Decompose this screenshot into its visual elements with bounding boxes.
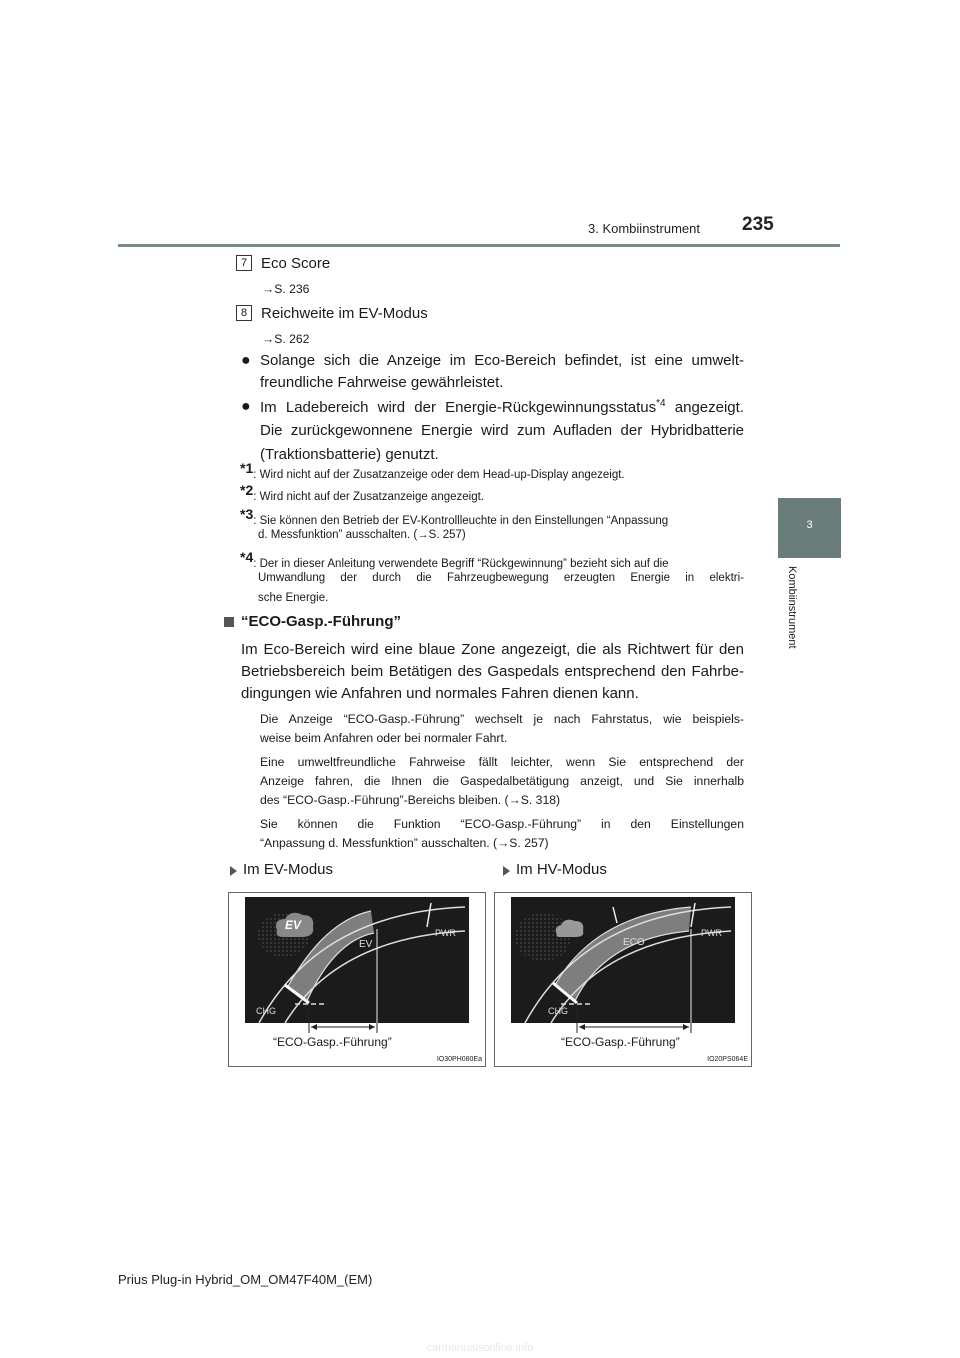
figure-ev-heading: Im EV-Modus [243, 861, 334, 878]
side-tab-number: 3 [806, 519, 813, 531]
ev-pwr-label: PWR [435, 928, 456, 938]
hv-figure-code: IO20PS064E [707, 1056, 748, 1063]
hv-chg-label: CHG [548, 1006, 568, 1016]
triangle-marker-icon [503, 866, 510, 876]
note-2-line-1: Eine umweltfreundliche Fahrweise fällt leichter, wenn Sie entsprechend der [260, 755, 744, 769]
section-title: “ECO-Gasp.-Führung” [241, 613, 401, 630]
item-ref-eco-score[interactable]: →S. 236 [262, 282, 310, 296]
ev-figure-code: IO30PH080Ea [436, 1056, 482, 1063]
bullet-2-line-3: (Traktionsbatterie) genutzt. [260, 446, 439, 463]
watermark: carmanualsonline.info [426, 1342, 534, 1354]
triangle-marker-icon [230, 866, 237, 876]
footer-document-id: Prius Plug-in Hybrid_OM_OM47F40M_(EM) [118, 1272, 373, 1287]
footnote-4: *4: Der in dieser Anleitung verwendete Begriff “Rückgewinnung” bezieht sich auf die [240, 549, 669, 570]
ev-chg-label: CHG [256, 1006, 276, 1016]
side-tab-label: Kombiinstrument [786, 566, 798, 649]
item-ref-ev-range[interactable]: →S. 262 [262, 332, 310, 346]
bullet-2-line-1: Im Ladebereich wird der Energie-Rückgewinnungsstatus$^{*4}$ angezeigt. [260, 398, 744, 416]
footnote-3: *3: Sie können den Betrieb der EV-Kontrollleuchte in den Einstellungen “Anpassung [240, 506, 669, 527]
hv-zone-label: ECO [623, 937, 645, 948]
note-3-line-1: Sie können die Funktion “ECO-Gasp.-Führung” in den Einstellungen [260, 817, 744, 831]
section-lead-line-3: dingungen wie Anfahren und normales Fahren dienen kann. [241, 685, 639, 702]
chapter-title: 3. Kombiinstrument [588, 221, 700, 236]
figure-hv-heading: Im HV-Modus [516, 861, 607, 878]
footnote-1: *1: Wird nicht auf der Zusatzanzeige oder dem Head-up-Display angezeigt. [240, 460, 625, 481]
item-number-8: 8 [236, 305, 252, 321]
footnote-3-line-2: d. Messfunktion” ausschalten. (→S. 257) [258, 529, 466, 541]
page-number: 235 [742, 214, 774, 235]
ev-zone-label: EV [359, 939, 373, 950]
item-number-7: 7 [236, 255, 252, 271]
bullet-dot-icon: ● [241, 398, 251, 415]
bullet-dot-icon: ● [241, 352, 251, 369]
note-1-line-1: Die Anzeige “ECO-Gasp.-Führung” wechselt je nach Fahrstatus, wie beispiels- [260, 712, 744, 726]
note-2-line-3[interactable]: des “ECO-Gasp.-Führung”-Bereichs bleiben. (→S. 318) [260, 793, 561, 807]
section-lead-line-2: Betriebsbereich beim Betätigen des Gaspedals entsprechend den Fahrbe- [241, 663, 744, 680]
section-square-icon [224, 617, 234, 627]
ev-mode-badge: EV [285, 918, 302, 932]
footnote-4-line-3: sche Energie. [258, 592, 329, 604]
bullet-1-line-1: Solange sich die Anzeige im Eco-Bereich befindet, ist eine umwelt- [260, 352, 744, 369]
note-2-line-2: Anzeige fahren, die Ihnen die Gaspedalbetätigung anzeigt, und Sie innerhalb [260, 774, 744, 788]
figure-hv-mode [494, 892, 752, 1067]
note-1-line-2: weise beim Anfahren oder bei normaler Fahrt. [260, 731, 508, 745]
footnote-4-line-2: Umwandlung der durch die Fahrzeugbewegung erzeugten Energie in elektri- [258, 572, 744, 584]
note-3-line-2[interactable]: “Anpassung d. Messfunktion” ausschalten. (→S. 257) [260, 836, 549, 850]
bullet-1-line-2: freundliche Fahrweise gewährleistet. [260, 374, 504, 391]
item-title-ev-range: Reichweite im EV-Modus [261, 305, 428, 322]
ev-caption: “ECO-Gasp.-Führung” [273, 1035, 392, 1049]
footnote-2: *2: Wird nicht auf der Zusatzanzeige angezeigt. [240, 482, 484, 503]
hv-caption: “ECO-Gasp.-Führung” [561, 1035, 680, 1049]
section-lead-line-1: Im Eco-Bereich wird eine blaue Zone angezeigt, die als Richtwert für den [241, 641, 744, 658]
hv-pwr-label: PWR [701, 928, 722, 938]
header-rule [118, 244, 840, 247]
figure-ev-mode [228, 892, 486, 1067]
item-title-eco-score: Eco Score [261, 255, 331, 272]
bullet-2-line-2: Die zurückgewonnene Energie wird zum Aufladen der Hybridbatterie [260, 422, 744, 439]
